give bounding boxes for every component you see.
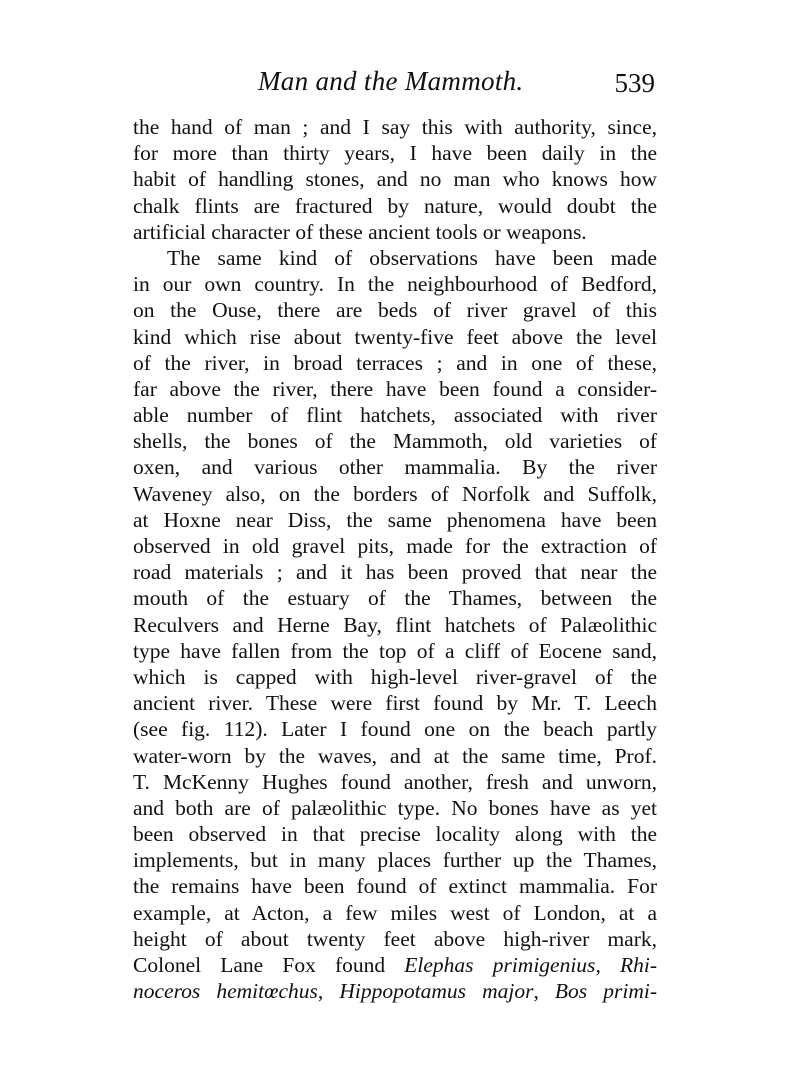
text-line	[133, 952, 657, 978]
species-name: Rhi-	[619, 953, 657, 977]
text-line: been observed in that precise locality along with the	[133, 822, 657, 847]
page-number: 539	[614, 68, 655, 98]
text-line: oxen, and various other mammalia. By the river	[133, 455, 657, 480]
text-line: kind which rise about twenty-five feet above the level	[133, 324, 657, 349]
text-line: far above the river, there have been found a consider-	[133, 376, 657, 401]
text-line: artificial character of these ancient tools or weapons.	[133, 219, 587, 244]
text-line: Reculvers and Herne Bay, flint hatchets of Palæolithic	[133, 612, 657, 637]
text-line: in our own country. In the neighbourhood of Bedford,	[133, 272, 657, 297]
text-line: able number of flint hatchets, associated with river	[133, 403, 657, 428]
text-run: ,	[533, 979, 555, 1004]
species-name: Hippopotamus major	[339, 979, 534, 1004]
text-line: type have fallen from the top of a cliff of Eocene sand,	[133, 638, 657, 663]
text-line: T. McKenny Hughes found another, fresh and unworn,	[133, 769, 657, 794]
book-page	[133, 62, 657, 1004]
text-run: ,	[317, 979, 340, 1004]
text-line: road materials ; and it has been proved that near the	[133, 560, 657, 585]
text-line: example, at Acton, a few miles west of London, at a	[133, 900, 657, 925]
species-name: Bos primi-	[554, 979, 657, 1004]
text-line: for more than thirty years, I have been daily in the	[133, 141, 657, 166]
text-line: ancient river. These were first found by Mr. T. Leech	[133, 691, 657, 716]
text-line: implements, but in many places further up the Thames,	[133, 848, 657, 873]
text-line: and both are of palæolithic type. No bones have as yet	[133, 795, 657, 820]
text-line	[133, 978, 657, 1004]
text-line: (see fig. 112). Later I found one on the beach partly	[133, 717, 657, 742]
text-line: water-worn by the waves, and at the same time, Prof.	[133, 743, 657, 768]
text-line: chalk flints are fractured by nature, would doubt the	[133, 193, 657, 218]
text-run: Colonel Lane Fox found	[133, 953, 405, 977]
species-name: Elephas primigenius	[404, 953, 596, 977]
text-line: habit of handling stones, and no man who knows how	[133, 167, 657, 192]
text-line: on the Ouse, there are beds of river gravel of this	[133, 298, 657, 323]
text-line: the hand of man ; and I say this with authority, since,	[133, 115, 657, 139]
page-header	[133, 62, 657, 110]
text-line: the remains have been found of extinct mammalia. For	[133, 874, 657, 899]
text-line: shells, the bones of the Mammoth, old varieties of	[133, 429, 657, 454]
body-text	[133, 114, 657, 1004]
text-line: which is capped with high-level river-gravel of the	[133, 664, 657, 689]
text-line: at Hoxne near Diss, the same phenomena have been	[133, 507, 657, 532]
text-line: The same kind of observations have been made	[167, 245, 657, 270]
text-run: ,	[595, 953, 620, 977]
text-line: observed in old gravel pits, made for the extraction of	[133, 534, 657, 558]
text-line: of the river, in broad terraces ; and in one of these,	[133, 350, 657, 375]
text-line: mouth of the estuary of the Thames, between the	[133, 586, 657, 611]
running-title: Man and the Mammoth.	[258, 66, 524, 96]
text-line: Waveney also, on the borders of Norfolk and Suffolk,	[133, 481, 657, 506]
text-line: height of about twenty feet above high-river mark,	[133, 926, 657, 951]
species-name: noceros hemitœchus	[133, 979, 318, 1004]
